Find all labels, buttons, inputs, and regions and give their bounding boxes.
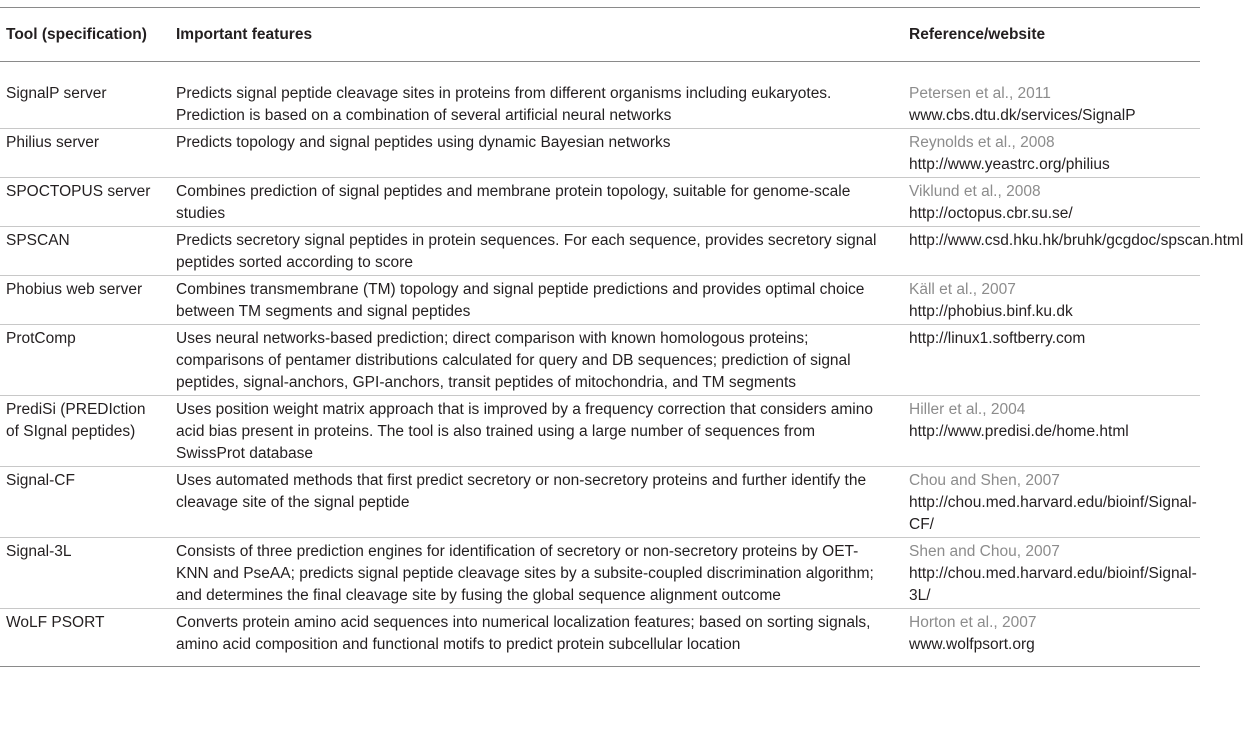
table-row xyxy=(0,129,1200,178)
table-row xyxy=(0,538,1200,609)
tool-features: Predicts secretory signal peptides in protein sequences. For each sequence, provides secretory signal peptides sorted according to score xyxy=(168,227,901,276)
reference-website[interactable]: http://chou.med.harvard.edu/bioinf/Signal-CF/ xyxy=(909,494,1197,533)
tool-features: Uses neural networks-based prediction; direct comparison with known homologous proteins; comparisons of pentamer distributions calculated for query and DB sequences; prediction of signal peptides, signal-anchors, GPI-anchors, transit peptides of mitochondria, and TM segments xyxy=(168,325,901,396)
tool-reference xyxy=(901,609,1200,667)
header-reference: Reference/website xyxy=(909,26,1046,43)
reference-website[interactable]: http://phobius.binf.ku.dk xyxy=(909,303,1073,320)
table-row xyxy=(0,467,1200,538)
header-features: Important features xyxy=(176,26,313,43)
table-row xyxy=(0,62,1200,129)
table-header xyxy=(0,8,1200,62)
tool-name: PrediSi (PREDIction of SIgnal peptides) xyxy=(0,396,168,467)
tool-reference xyxy=(901,227,1243,276)
reference-website[interactable]: http://octopus.cbr.su.se/ xyxy=(909,205,1073,222)
reference-citation[interactable]: Chou and Shen, 2007 xyxy=(909,472,1060,489)
tool-name: Phobius web server xyxy=(0,276,168,325)
header-tool: Tool (specification) xyxy=(6,26,147,43)
reference-website[interactable]: http://chou.med.harvard.edu/bioinf/Signal-3L/ xyxy=(909,565,1197,604)
tool-features: Combines transmembrane (TM) topology and signal peptide predictions and provides optimal choice between TM segments and signal peptides xyxy=(168,276,901,325)
tool-reference xyxy=(901,178,1200,227)
reference-website[interactable]: http://www.predisi.de/home.html xyxy=(909,423,1129,440)
table-row xyxy=(0,609,1200,667)
reference-website[interactable]: www.cbs.dtu.dk/services/SignalP xyxy=(909,107,1136,124)
tool-features: Consists of three prediction engines for identification of secretory or non-secretory proteins by OET-KNN and PseAA; predicts signal peptide cleavage sites by a subsite-coupled discrimination algorithm; and determines the final cleavage site by fusing the global sequence alignment outcome xyxy=(168,538,901,609)
reference-citation[interactable]: Hiller et al., 2004 xyxy=(909,401,1026,418)
tool-reference xyxy=(901,538,1200,609)
tool-name: WoLF PSORT xyxy=(0,609,168,667)
reference-citation[interactable]: Shen and Chou, 2007 xyxy=(909,543,1060,560)
tool-reference xyxy=(901,396,1200,467)
tool-name: Signal-CF xyxy=(0,467,168,538)
reference-citation[interactable]: Reynolds et al., 2008 xyxy=(909,134,1055,151)
table-row xyxy=(0,227,1200,276)
reference-citation[interactable]: Viklund et al., 2008 xyxy=(909,183,1041,200)
tool-reference xyxy=(901,129,1200,178)
signal-peptide-tools-table xyxy=(0,7,1243,667)
reference-website[interactable]: http://www.yeastrc.org/philius xyxy=(909,156,1110,173)
tool-reference xyxy=(901,467,1200,538)
table-row xyxy=(0,325,1200,396)
tool-reference xyxy=(901,62,1200,129)
reference-website[interactable]: http://linux1.softberry.com xyxy=(909,330,1086,347)
tool-name: SignalP server xyxy=(6,85,107,102)
table-row xyxy=(0,396,1200,467)
tool-name: SPOCTOPUS server xyxy=(0,178,168,227)
tool-reference xyxy=(901,276,1200,325)
tool-reference xyxy=(901,325,1200,396)
tool-features: Predicts topology and signal peptides using dynamic Bayesian networks xyxy=(168,129,901,178)
reference-citation[interactable]: Horton et al., 2007 xyxy=(909,614,1037,631)
reference-citation[interactable]: Käll et al., 2007 xyxy=(909,281,1016,298)
tool-features: Combines prediction of signal peptides and membrane protein topology, suitable for genome-scale studies xyxy=(168,178,901,227)
tool-features: Uses automated methods that first predict secretory or non-secretory proteins and further identify the cleavage site of the signal peptide xyxy=(168,467,901,538)
table-row xyxy=(0,178,1200,227)
reference-website[interactable]: http://www.csd.hku.hk/bruhk/gcgdoc/spscan.html xyxy=(909,232,1243,249)
header-row xyxy=(0,8,1200,62)
reference-website[interactable]: www.wolfpsort.org xyxy=(909,636,1035,653)
tool-features: Uses position weight matrix approach that is improved by a frequency correction that considers amino acid bias present in proteins. The tool is also trained using a large number of sequences from SwissProt database xyxy=(168,396,901,467)
tool-name: Signal-3L xyxy=(0,538,168,609)
tool-name: SPSCAN xyxy=(0,227,168,276)
tool-features: Predicts signal peptide cleavage sites in proteins from different organisms including eukaryotes. Prediction is based on a combination of several artificial neural networks xyxy=(176,85,832,124)
table-row xyxy=(0,276,1200,325)
table-body xyxy=(0,62,1243,667)
tool-name: ProtComp xyxy=(0,325,168,396)
reference-citation[interactable]: Petersen et al., 2011 xyxy=(909,85,1051,102)
tool-name: Philius server xyxy=(0,129,168,178)
tool-features: Converts protein amino acid sequences into numerical localization features; based on sorting signals, amino acid composition and functional motifs to predict protein subcellular location xyxy=(168,609,901,667)
